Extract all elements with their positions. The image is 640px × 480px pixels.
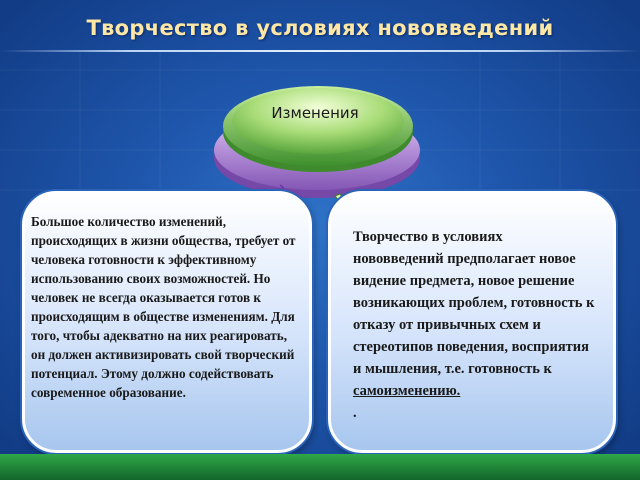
right-panel-text: Творчество в условиях нововведений предполагает новое видение предмета, новое решение возникающих проблем, готовность к отказу от привычных схем и стереотипов поведения, восприятия и мышления, т.е. готовность к (353, 229, 595, 377)
bottom-green-band (0, 454, 640, 480)
left-text-panel (22, 191, 312, 453)
title-divider (0, 50, 640, 52)
right-panel-trailing: . (353, 405, 357, 421)
center-node-label: Изменения (271, 104, 359, 122)
slide-title: Творчество в условиях нововведений (86, 16, 554, 40)
self-change-link[interactable]: самоизменению. (353, 383, 461, 399)
left-panel-text: Большое количество изменений, происходящих в жизни общества, требует от человека готовности к эффективному использованию своих возможностей. Но человек не всегда оказывается готов к происходящим в обществе изменениям. Для того, чтобы адекватно на них реагировать, он должен активизировать свой творческий потенциал. Этому должно содействовать современное образование. (31, 214, 296, 400)
right-text-panel (328, 191, 616, 453)
right-panel-paragraph (353, 226, 595, 402)
green-ellipse (223, 86, 413, 172)
